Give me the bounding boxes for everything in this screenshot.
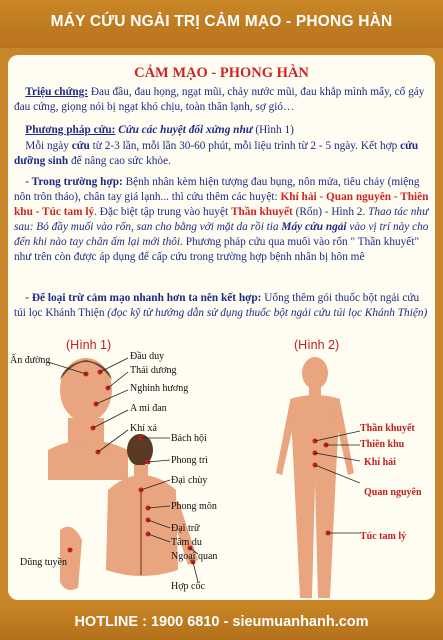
howto-tail: vào vị trí này cho đến khi nào tay chân ấm lại mới thôi.	[14, 221, 429, 248]
hotline-bar: HOTLINE : 1900 6810 - sieumuanhanh.com	[0, 604, 443, 640]
dose-c: từ 2-3 lần, mỗi lần 30-60 phút, mỗi liệu trình từ 2 - 5 ngày. Kết hợp	[89, 140, 401, 152]
header-title: MÁY CỨU NGẢI TRỊ CẢM MẠO - PHONG HÀN	[0, 0, 443, 48]
point-dau-duy: Đầu duy	[130, 351, 165, 362]
prevent-label: - Để loại trừ cảm mạo nhanh hơn ta nên kết hợp:	[25, 292, 262, 304]
point-thien-khu: Thiên khu	[360, 439, 405, 450]
point-dung-tuyen: Dũng tuyền	[20, 557, 67, 568]
method-text: Cứu các huyệt đối xứng như	[115, 124, 253, 136]
point-dai-chuy: Đại chùy	[171, 475, 208, 486]
figure2-illustration	[270, 353, 360, 600]
symptoms-label: Triệu chứng:	[25, 86, 89, 98]
point-a-mi-dan: A mi đan	[130, 403, 167, 414]
navel-tail: (Rốn) - Hình 2.	[292, 206, 369, 218]
dose-paragraph	[14, 139, 430, 169]
howto-bold: Máy cứu ngải	[281, 221, 347, 233]
dose-b: cứu	[71, 140, 90, 152]
point-phong-mon: Phong môn	[171, 501, 217, 512]
case-paragraph	[14, 175, 430, 265]
point-dai-tru: Đại trữ	[171, 523, 200, 534]
point-thai-duong: Thái dương	[130, 365, 177, 376]
figure1-label: (Hình 1)	[66, 338, 112, 352]
point-khi-hai: Khí hải	[364, 457, 396, 468]
method-paragraph	[14, 123, 430, 138]
point-an-duong: Ấn đường	[10, 355, 51, 366]
point-hop-coc: Hợp cốc	[171, 581, 205, 592]
navel-point: Thần khuyết	[230, 206, 293, 218]
point-tam-du: Tâm du	[171, 537, 202, 548]
howto-text: Thao tác như sau: Bỏ đầy muối vào rốn, san cho bằng với mặt da rồi tia	[14, 206, 429, 233]
prevent-text: Uống thêm gói thuốc bột ngải cứu túi lọc Khánh Thiện	[14, 292, 420, 319]
case-text: Bệnh nhân kèm hiện tượng đau bụng, nôn mửa, tiêu chảy (miệng nôn trôn tháo), chân tay giá lạnh... thì cứu thêm các huyệt:	[14, 176, 420, 203]
method-note: Phương pháp cứu qua muối vào rốn " Thần khuyết" như trên còn được áp dụng để cấp cứu trong trường hợp bệnh nhân bị hôn mê	[14, 236, 420, 263]
article-title: CẢM MẠO - PHONG HÀN	[134, 65, 309, 81]
point-quan-nguyen: Quan nguyên	[364, 487, 422, 498]
dose-a: Mỗi ngày	[25, 140, 72, 152]
point-khi-xa: Khí xá	[130, 423, 157, 434]
dose-d: cứu dưỡng sinh	[14, 140, 419, 167]
point-bach-hoi: Bách hội	[171, 433, 207, 444]
method-label: Phương pháp cứu:	[25, 124, 116, 136]
point-than-khuyet: Thần khuyết	[360, 423, 415, 434]
dose-e: để nâng cao sức khỏe.	[68, 155, 171, 167]
symptoms-text: Đau đầu, đau họng, ngạt mũi, chảy nước mũi, đau khắp mình mẩy, cổ gáy đau cứng, giọng nói bị ngạt khó chịu, toàn thân lạnh, sợ gió…	[14, 86, 425, 113]
prevent-note: (đọc kỹ từ hướng dẫn sử dụng thuốc bột ngải cứu túi lọc Khánh Thiện)	[104, 307, 428, 319]
symptoms-paragraph	[14, 85, 430, 115]
figure2-label: (Hình 2)	[294, 338, 340, 352]
case-label: - Trong trường hợp:	[25, 176, 123, 188]
prevent-paragraph	[14, 291, 430, 321]
point-nghinh-huong: Nghinh hương	[130, 383, 189, 394]
content-card	[8, 55, 435, 600]
left-border	[0, 48, 8, 604]
case-tail: . Đặc biệt tập trung vào huyệt	[94, 206, 231, 218]
point-ngoai-quan: Ngoại quan	[171, 551, 218, 562]
case-points: Khí hải - Quan nguyên - Thiên khu - Túc tam lý	[14, 191, 429, 218]
point-tuc-tam-ly: Túc tam lý	[360, 531, 407, 542]
right-border	[435, 48, 443, 604]
point-phong-tri: Phong trì	[171, 455, 208, 466]
method-fig: (Hình 1)	[252, 124, 294, 136]
